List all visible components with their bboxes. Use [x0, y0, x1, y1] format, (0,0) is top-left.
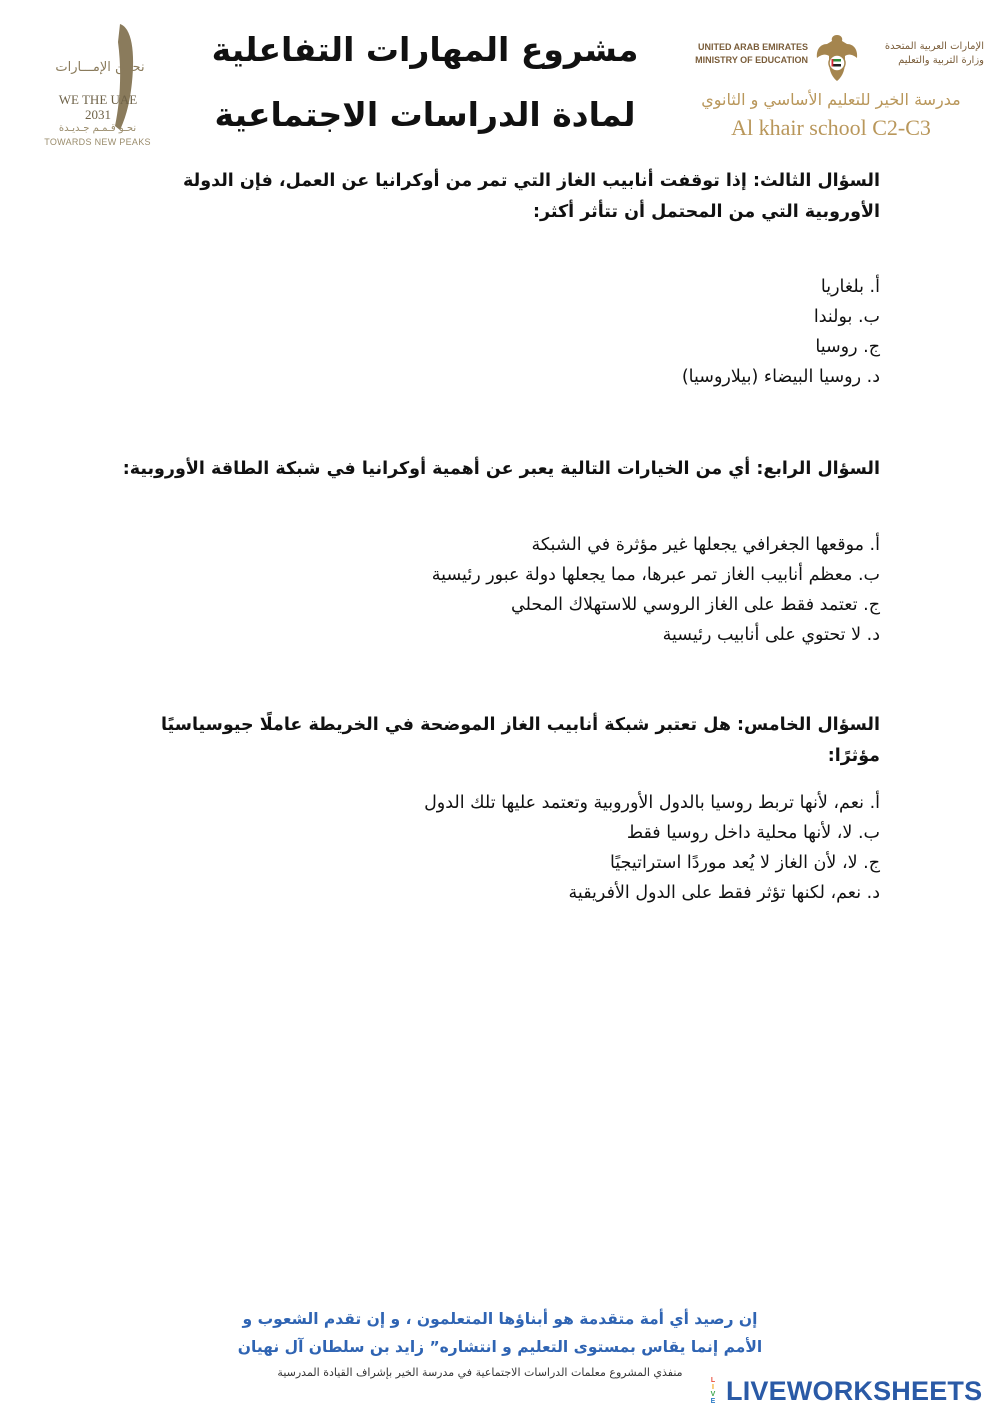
school-name-arabic: مدرسة الخير للتعليم الأساسي و الثانوي	[701, 90, 961, 109]
page-title-line2: لمادة الدراسات الاجتماعية	[214, 95, 636, 134]
question-4-option-b[interactable]: ب. معظم أنابيب الغاز تمر عبرها، مما يجعلها دولة عبور رئيسية	[431, 565, 880, 585]
question-5-options	[120, 788, 880, 908]
question-3-option-b[interactable]: ب. بولندا	[813, 307, 880, 327]
footer-project-note: منفذي المشروع معلمات الدراسات الاجتماعية في مدرسة الخير بإشراف القيادة المدرسية	[277, 1366, 683, 1379]
liveworksheets-wordmark: LIVEWORKSHEETS	[726, 1375, 983, 1406]
footer-quote-line2: الأمم إنما يقاس بمستوى التعليم و انتشاره” زايد بن سلطان آل نهيان	[237, 1338, 763, 1356]
question-5-option-a[interactable]: أ. نعم، لأنها تربط روسيا بالدول الأوروبية وتعتمد عليها تلك الدول	[424, 793, 880, 813]
uae-logo-tagline-arabic: نحـو قـمـم جـديـدة	[58, 123, 137, 134]
uae-logo-arabic: نحــن الإمـــارات	[55, 60, 145, 75]
question-5	[120, 710, 880, 772]
question-4	[120, 454, 880, 485]
uae-logo-english: WE THE UAE 2031	[58, 92, 138, 122]
question-3-option-d[interactable]: د. روسيا البيضاء (بيلاروسيا)	[681, 367, 880, 387]
question-5-text: السؤال الخامس: هل تعتبر شبكة أنابيب الغاز الموضحة في الخريطة عاملًا جيوسياسيًا مؤثرًا:	[161, 715, 880, 766]
school-name-english: Al khair school C2-C3	[731, 115, 931, 140]
question-4-options	[120, 530, 880, 650]
question-4-option-d[interactable]: د. لا تحتوي على أنابيب رئيسية	[662, 625, 880, 645]
question-5-option-b[interactable]: ب. لا، لأنها محلية داخل روسيا فقط	[626, 823, 880, 843]
page-title-line1: مشروع المهارات التفاعلية	[211, 30, 639, 69]
uae-emblem-falcon-icon	[814, 32, 860, 84]
question-5-option-c[interactable]: ج. لا، لأن الغاز لا يُعد موردًا استراتيجيًا	[609, 853, 880, 873]
question-5-option-d[interactable]: د. نعم، لكنها تؤثر فقط على الدول الأفريقية	[568, 883, 880, 903]
question-4-option-c[interactable]: ج. تعتمد فقط على الغاز الروسي للاستهلاك المحلي	[511, 595, 880, 615]
footer-quote-line1: إن رصيد أي أمة متقدمة هو أبناؤها المتعلمون ، و إن تقدم الشعوب و	[242, 1310, 758, 1328]
ministry-name-english: UNITED ARAB EMIRATES MINISTRY OF EDUCATION	[695, 42, 808, 65]
question-3	[120, 166, 880, 228]
question-3-option-a[interactable]: أ. بلغاريا	[820, 277, 880, 297]
question-3-options	[120, 272, 880, 392]
question-3-option-c[interactable]: ج. روسيا	[815, 337, 880, 357]
ministry-name-arabic: الإمارات العربية المتحدة وزارة التربية والتعليم	[884, 41, 984, 66]
liveworksheets-mark-icon: L I V E	[710, 1377, 716, 1405]
liveworksheets-logo[interactable]	[702, 1374, 992, 1408]
question-4-option-a[interactable]: أ. موقعها الجغرافي يجعلها غير مؤثرة في الشبكة	[531, 535, 880, 555]
question-3-text: السؤال الثالث: إذا توقفت أنابيب الغاز التي تمر من أوكرانيا عن العمل، فإن الدولة الأوروبية التي من المحتمل أن تتأثر أكثر:	[183, 171, 880, 222]
question-4-text: السؤال الرابع: أي من الخيارات التالية يعبر عن أهمية أوكرانيا في شبكة الطاقة الأوروبية:	[122, 459, 880, 479]
uae-logo-tagline-english: TOWARDS NEW PEAKS	[44, 137, 151, 147]
